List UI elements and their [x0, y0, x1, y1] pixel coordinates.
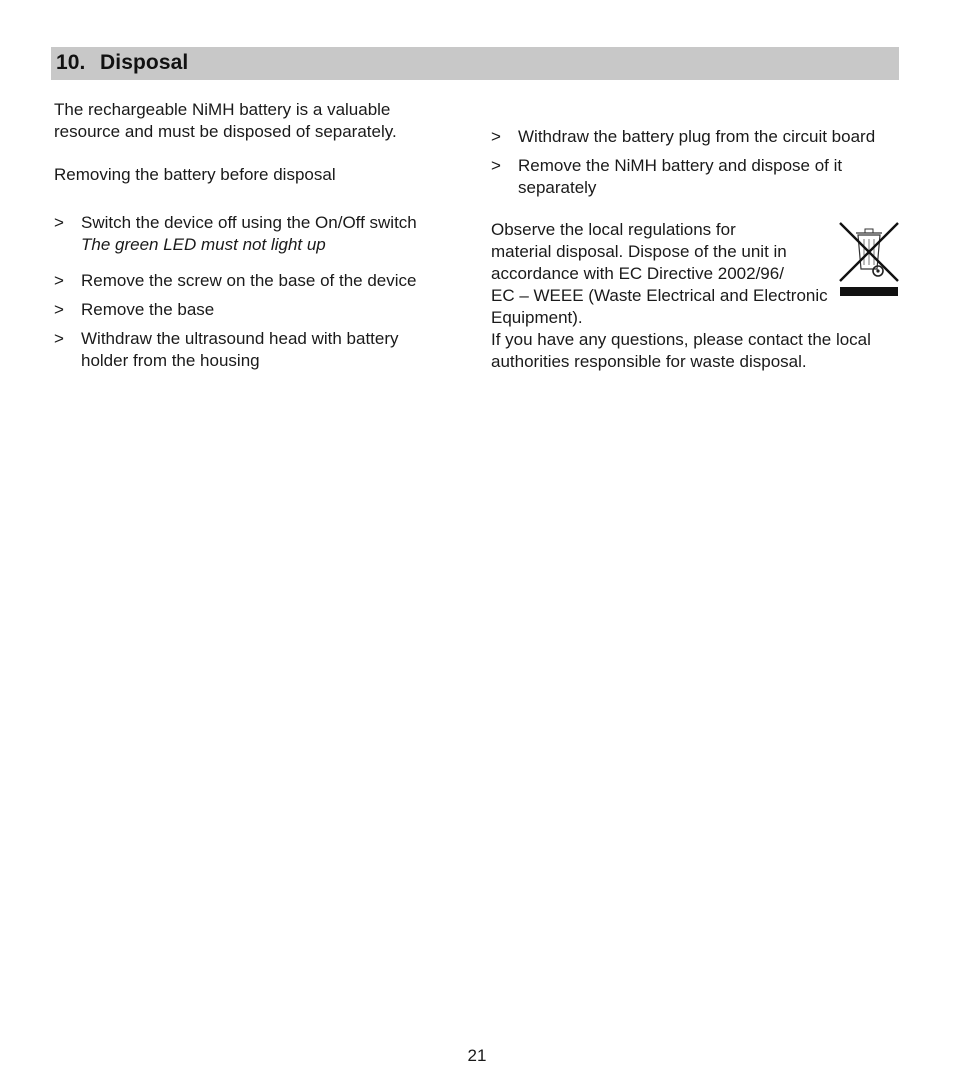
step-item [491, 126, 911, 148]
subheading: Removing the battery before disposal [54, 165, 336, 184]
regulations-line: material disposal. Dispose of the unit in [491, 242, 787, 261]
section-number: 10. [56, 51, 86, 74]
step-item [54, 299, 454, 321]
regulations-line: Observe the local regulations for [491, 220, 736, 239]
step-text: Withdraw the ultrasound head with battery [81, 329, 399, 348]
intro-line: resource and must be disposed of separately. [54, 122, 397, 141]
step-item [491, 155, 891, 199]
bullet-marker: > [54, 213, 64, 232]
step-note: The green LED must not light up [81, 235, 326, 254]
page-number: 21 [467, 1046, 487, 1065]
regulations-line: Equipment). [491, 308, 583, 327]
regulations-line: If you have any questions, please contact the local [491, 330, 871, 349]
step-text: Remove the NiMH battery and dispose of it [518, 156, 843, 175]
bullet-marker: > [54, 271, 64, 290]
bullet-marker: > [54, 329, 64, 348]
intro-paragraph [54, 99, 397, 143]
step-text: separately [518, 178, 597, 197]
bullet-marker: > [54, 300, 64, 319]
step-item [54, 212, 454, 256]
regulations-line: authorities responsible for waste disposal. [491, 352, 807, 371]
step-text: holder from the housing [81, 351, 260, 370]
step-text: Remove the screw on the base of the device [81, 271, 417, 290]
step-text: Withdraw the battery plug from the circuit board [518, 127, 876, 146]
intro-line: The rechargeable NiMH battery is a valuable [54, 100, 391, 119]
step-item [54, 328, 454, 372]
section-title-text: Disposal [100, 51, 189, 74]
bullet-marker: > [491, 156, 501, 175]
regulations-line: accordance with EC Directive 2002/96/ [491, 264, 784, 283]
crossed-out-wheelie-bin-icon [838, 221, 900, 297]
bullet-marker: > [491, 127, 501, 146]
regulations-line: EC – WEEE (Waste Electrical and Electronic [491, 286, 828, 305]
step-text: Remove the base [81, 300, 215, 319]
section-header-bar [51, 47, 899, 80]
section-title [56, 51, 188, 75]
step-text: Switch the device off using the On/Off switch [81, 213, 417, 232]
step-item [54, 270, 454, 292]
regulations-paragraph [491, 219, 871, 373]
